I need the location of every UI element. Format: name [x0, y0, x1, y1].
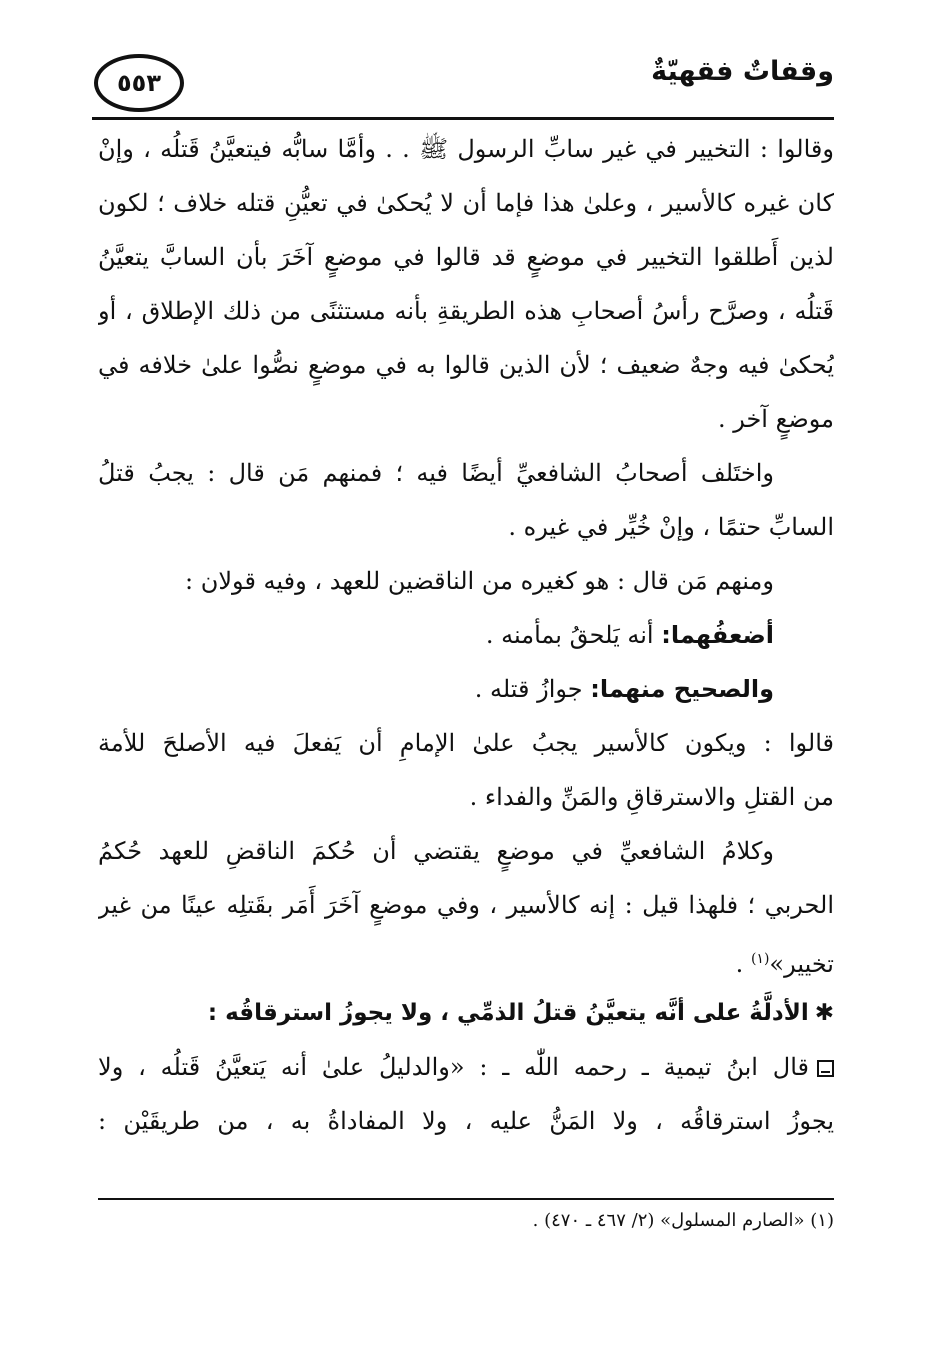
text-line	[98, 1040, 834, 1094]
text-line: كان غيره كالأسير ، وعلىٰ هذا فإما أن لا يُحكىٰ في تعيُّنِ قتله خلاف ؛ لكون	[98, 189, 834, 217]
heading-text: الأدلَّةُ على أنَّه يتعيَّنُ قتلُ الذمِّي ، ولا يجوزُ استرقاقُه :	[207, 1000, 809, 1026]
text-line: واختَلف أصحابُ الشافعيِّ أيضًا فيه ؛ فمنهم مَن قال : يجبُ قتلُ	[98, 459, 774, 487]
header-rule	[92, 117, 834, 120]
text-line	[98, 932, 834, 986]
text-line: قالوا : ويكون كالأسير يجبُ علىٰ الإمامِ أن يَفعلَ فيه الأصلحَ للأمة	[98, 729, 834, 757]
text-line: وقالوا : التخيير في غير سابِّ الرسول ﷺ . . وأمَّا سابُّه فيتعيَّنُ قَتلُه ، وإنْ	[98, 135, 834, 163]
running-title: وقفاتٌ فقهيّةٌ	[651, 56, 834, 87]
line-text: قال ابنُ تيمية ـ رحمه اللّٰه ـ : «والدليلُ علىٰ أنه يَتعيَّنُ قَتلُه ، ولا	[98, 1053, 809, 1081]
line-text: أنه يَلحقُ بمأمنه .	[485, 621, 662, 649]
footnote-marker: (١)	[750, 951, 770, 967]
page-header	[92, 52, 834, 122]
footnote-rule	[98, 1198, 834, 1200]
text-line: ومنهم مَن قال : هو كغيره من الناقضين للعهد ، وفيه قولان :	[185, 567, 774, 595]
text-line: لذين أَطلقوا التخيير في موضعٍ قد قالوا في موضعٍ آخَرَ بأن السابَّ يتعيَّنُ	[98, 243, 834, 271]
footnote: (١) «الصارم المسلول» (٢/ ٤٦٧ ـ ٤٧٠) .	[532, 1210, 834, 1231]
bold-term: أضعفُهما:	[661, 621, 774, 649]
text-line: وكلامُ الشافعيِّ في موضعٍ يقتضي أن حُكمَ الناقضِ للعهد حُكمُ	[98, 837, 774, 865]
line-text: تخيير»	[769, 950, 834, 978]
text-line: الحربي ؛ فلهذا قيل : إنه كالأسير ، وفي موضعٍ آخَرَ أَمَر بقَتلِه عينًا من غير	[98, 891, 834, 919]
section-heading	[98, 986, 834, 1040]
text-line: يجوزُ استرقاقُه ، ولا المَنُّ عليه ، ولا المفاداةُ به ، من طريقَيْن :	[98, 1107, 834, 1135]
text-line	[98, 662, 834, 716]
line-text: جوازُ قتله .	[474, 675, 591, 703]
text-line: قَتلُه ، وصرَّح رأسُ أصحابِ هذه الطريقةِ بأنه مستثنًى من ذلك الإطلاق ، أو	[98, 297, 834, 325]
text-line: يُحكىٰ فيه وجهٌ ضعيف ؛ لأن الذين قالوا به في موضعٍ نصُّوا علىٰ خلافه في	[98, 351, 834, 379]
asterisk-icon: ✱	[814, 1000, 834, 1026]
page-number: ٥٥٣	[94, 54, 184, 112]
text-line: السابِّ حتمًا ، وإنْ خُيِّر في غيره .	[508, 513, 834, 541]
line-text: .	[735, 950, 751, 978]
bold-term: والصحيح منهما:	[590, 675, 774, 703]
text-line	[98, 608, 834, 662]
body-text	[98, 122, 834, 1148]
text-line: موضعٍ آخر .	[717, 405, 834, 433]
quote-box-icon	[817, 1060, 834, 1077]
text-line: من القتلِ والاسترقاقِ والمَنِّ والفداء .	[469, 783, 834, 811]
